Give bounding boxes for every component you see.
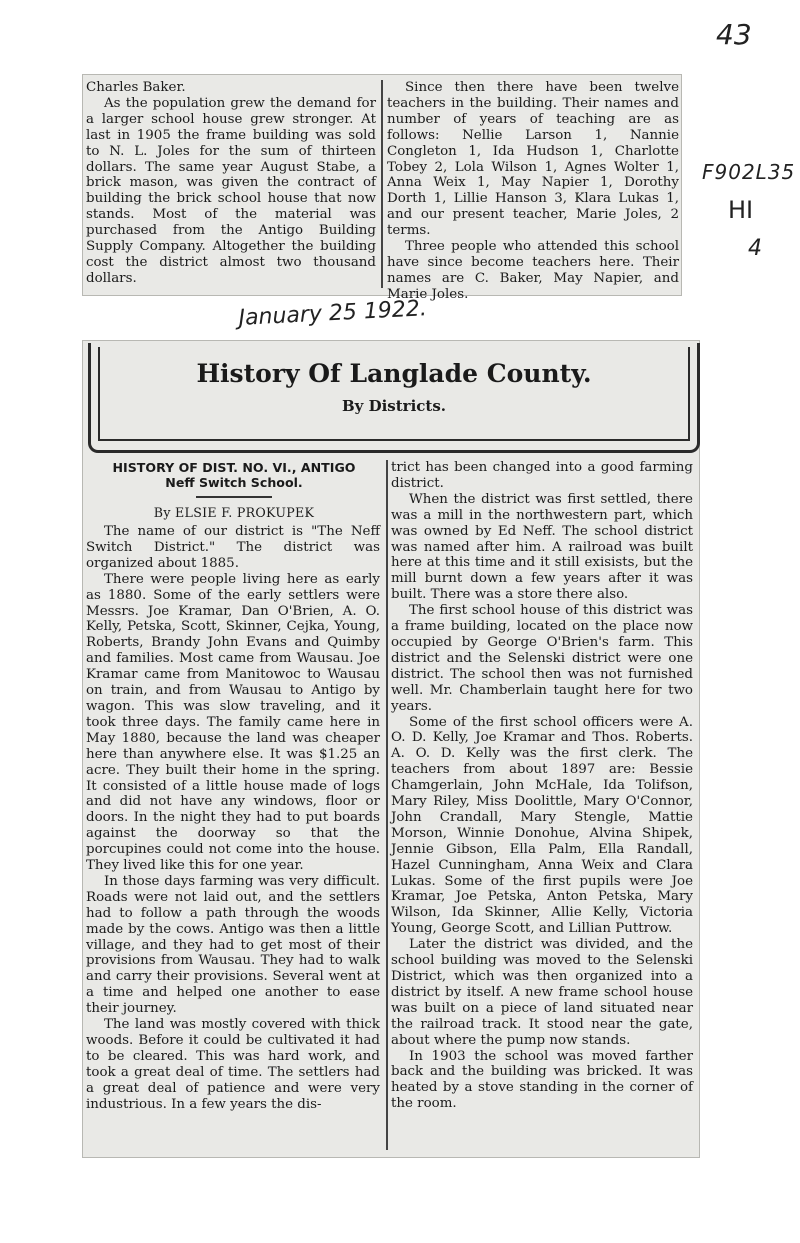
article-left-column xyxy=(86,524,380,1113)
paragraph: Some of the first school officers were A. O. D. Kelly, Joe Kramar and Thos. Roberts. A. O. D. Kelly was the first clerk. The teachers from about 1897 are: Bessie Chamgerlain, John McHale, Ida Tolifson, Mary Riley, Miss Doolittle, Mary O'Connor, John Crandall, Mary Stengle, Mattie Morson, Winnie Donohue, Alvina Shipek, Jennie Gibson, Ella Palm, Ella Randall, Hazel Cunningham, Anna Weix and Clara Lukas. Some of the first pupils were Joe Kramar, Joe Petska, Anton Petska, Mary Wilson, Ida Skinner, Allie Kelly, Victoria Young, George Scott, and Lillian Puttrow. xyxy=(391,714,693,937)
paragraph: The first school house of this district was a frame building, located on the place now occupied by George O'Brien's farm. This district and the Selenski district were one district. The school then was not furnished well. Mr. Chamberlain taught here for two years. xyxy=(391,603,693,714)
paragraph: There were people living here as early as 1880. Some of the early settlers were Messrs. Joe Kramar, Dan O'Brien, A. O. Kelly, Petska, Scott, Skinner, Cejka, Young, Roberts, Brandy John Evans and Quimby and families. Most came from Wausau. Joe Kramar came from Manitowoc to Wausau on train, and from Wausau to Antigo by wagon. This was slow traveling, and it took three days. The family came here in May 1880, because the land was cheaper here than anywhere else. It was $1.25 an acre. They built their home in the spring. It consisted of a little house made of logs and did not have any windows, floor or doors. In the night they had to put boards against the doorway so that the porcupines could not come into the house. They lived like this for one year. xyxy=(86,571,380,874)
paragraph: The land was mostly covered with thick woods. Before it could be cultivated it had to be cleared. This was hard work, and took a great deal of time. The settlers had a great deal of patience and were very industrious. In a few years the dis- xyxy=(86,1017,380,1112)
paragraph: As the population grew the demand for a larger school house grew stronger. At last in 1905 the frame building was sold to N. L. Joles for the sum of thirteen dollars. The same year August Stabe, a brick mason, was given the contract of building the brick school house that now stands. Most of the material was purchased from the Antigo Building Supply Company. Altogether the building cost the district almost two thousand dollars. xyxy=(86,95,376,286)
paragraph: When the district was first settled, there was a mill in the northwestern part, which was owned by Ed Neff. The school district was named after him. A railroad was built here at this time and it still exisists, but the mill burnt down a few years after it was built. There was a store there also. xyxy=(391,491,693,603)
paragraph: Charles Baker. xyxy=(86,80,186,95)
page-number: 43 xyxy=(716,18,752,51)
top-clipping-column-rule xyxy=(381,80,383,288)
paragraph: Three people who attended this school have since become teachers here. Their names are C. Baker, May Napier, and Marie Joles. xyxy=(387,239,679,302)
banner-subtitle: By Districts. xyxy=(341,397,447,415)
banner-title: History Of Langlade County. xyxy=(196,359,592,388)
paragraph: Since then there have been twelve teachers in the building. Their names and number of years of teaching are as follows: Nellie Larson 1, Nannie Congleton 1, Ida Hudson 1, Charlotte Tobey 2, Lola Wilson 1, Agnes Wolter 1, Anna Weix 1, May Napier 1, Dorothy Dorth 1, Lillie Hanson 3, Klara Lukas 1, and our present teacher, Marie Joles, 2 terms. xyxy=(387,80,679,239)
headline-line-2: Neff Switch School. xyxy=(165,475,303,490)
paragraph: In 1903 the school was moved farther back and the building was bricked. It was heated by a stove standing in the corner of the room. xyxy=(391,1048,693,1112)
paragraph: In those days farming was very difficult. Roads were not laid out, and the settlers had to follow a path through the woods made by the cows. Antigo was then a little village, and they had to get most of their provisions from Wausau. They had to walk and carry their provisions. Several went at a time and helped one another to ease their journey. xyxy=(86,873,380,1017)
catalog-code-hi: HI xyxy=(728,196,754,224)
catalog-code-number: 4 xyxy=(748,236,762,261)
paragraph: Later the district was divided, and the school building was moved to the Selenski District, which was then organized into a district by itself. A new frame school house was built on a piece of land situated near the railroad track. It stood near the gate, about where the pump now stands. xyxy=(391,937,693,1048)
byline: By ELSIE F. PROKUPEK xyxy=(153,505,315,520)
article-right-column xyxy=(391,460,693,1112)
paragraph: trict has been changed into a good farming district. xyxy=(391,460,693,491)
headline-rule xyxy=(196,496,272,498)
article-headline xyxy=(86,460,382,490)
article-column-rule xyxy=(386,460,388,1150)
handwritten-date: January 25 1922. xyxy=(238,296,428,331)
paragraph: The name of our district is "The Neff Switch District." The district was organized about 1885. xyxy=(86,524,380,571)
top-left-column xyxy=(86,80,376,287)
article-banner xyxy=(88,343,700,453)
headline-line-1: HISTORY OF DIST. NO. VI., ANTIGO xyxy=(112,460,356,475)
top-right-column xyxy=(387,80,679,303)
catalog-code: F902L35 xyxy=(702,160,796,184)
